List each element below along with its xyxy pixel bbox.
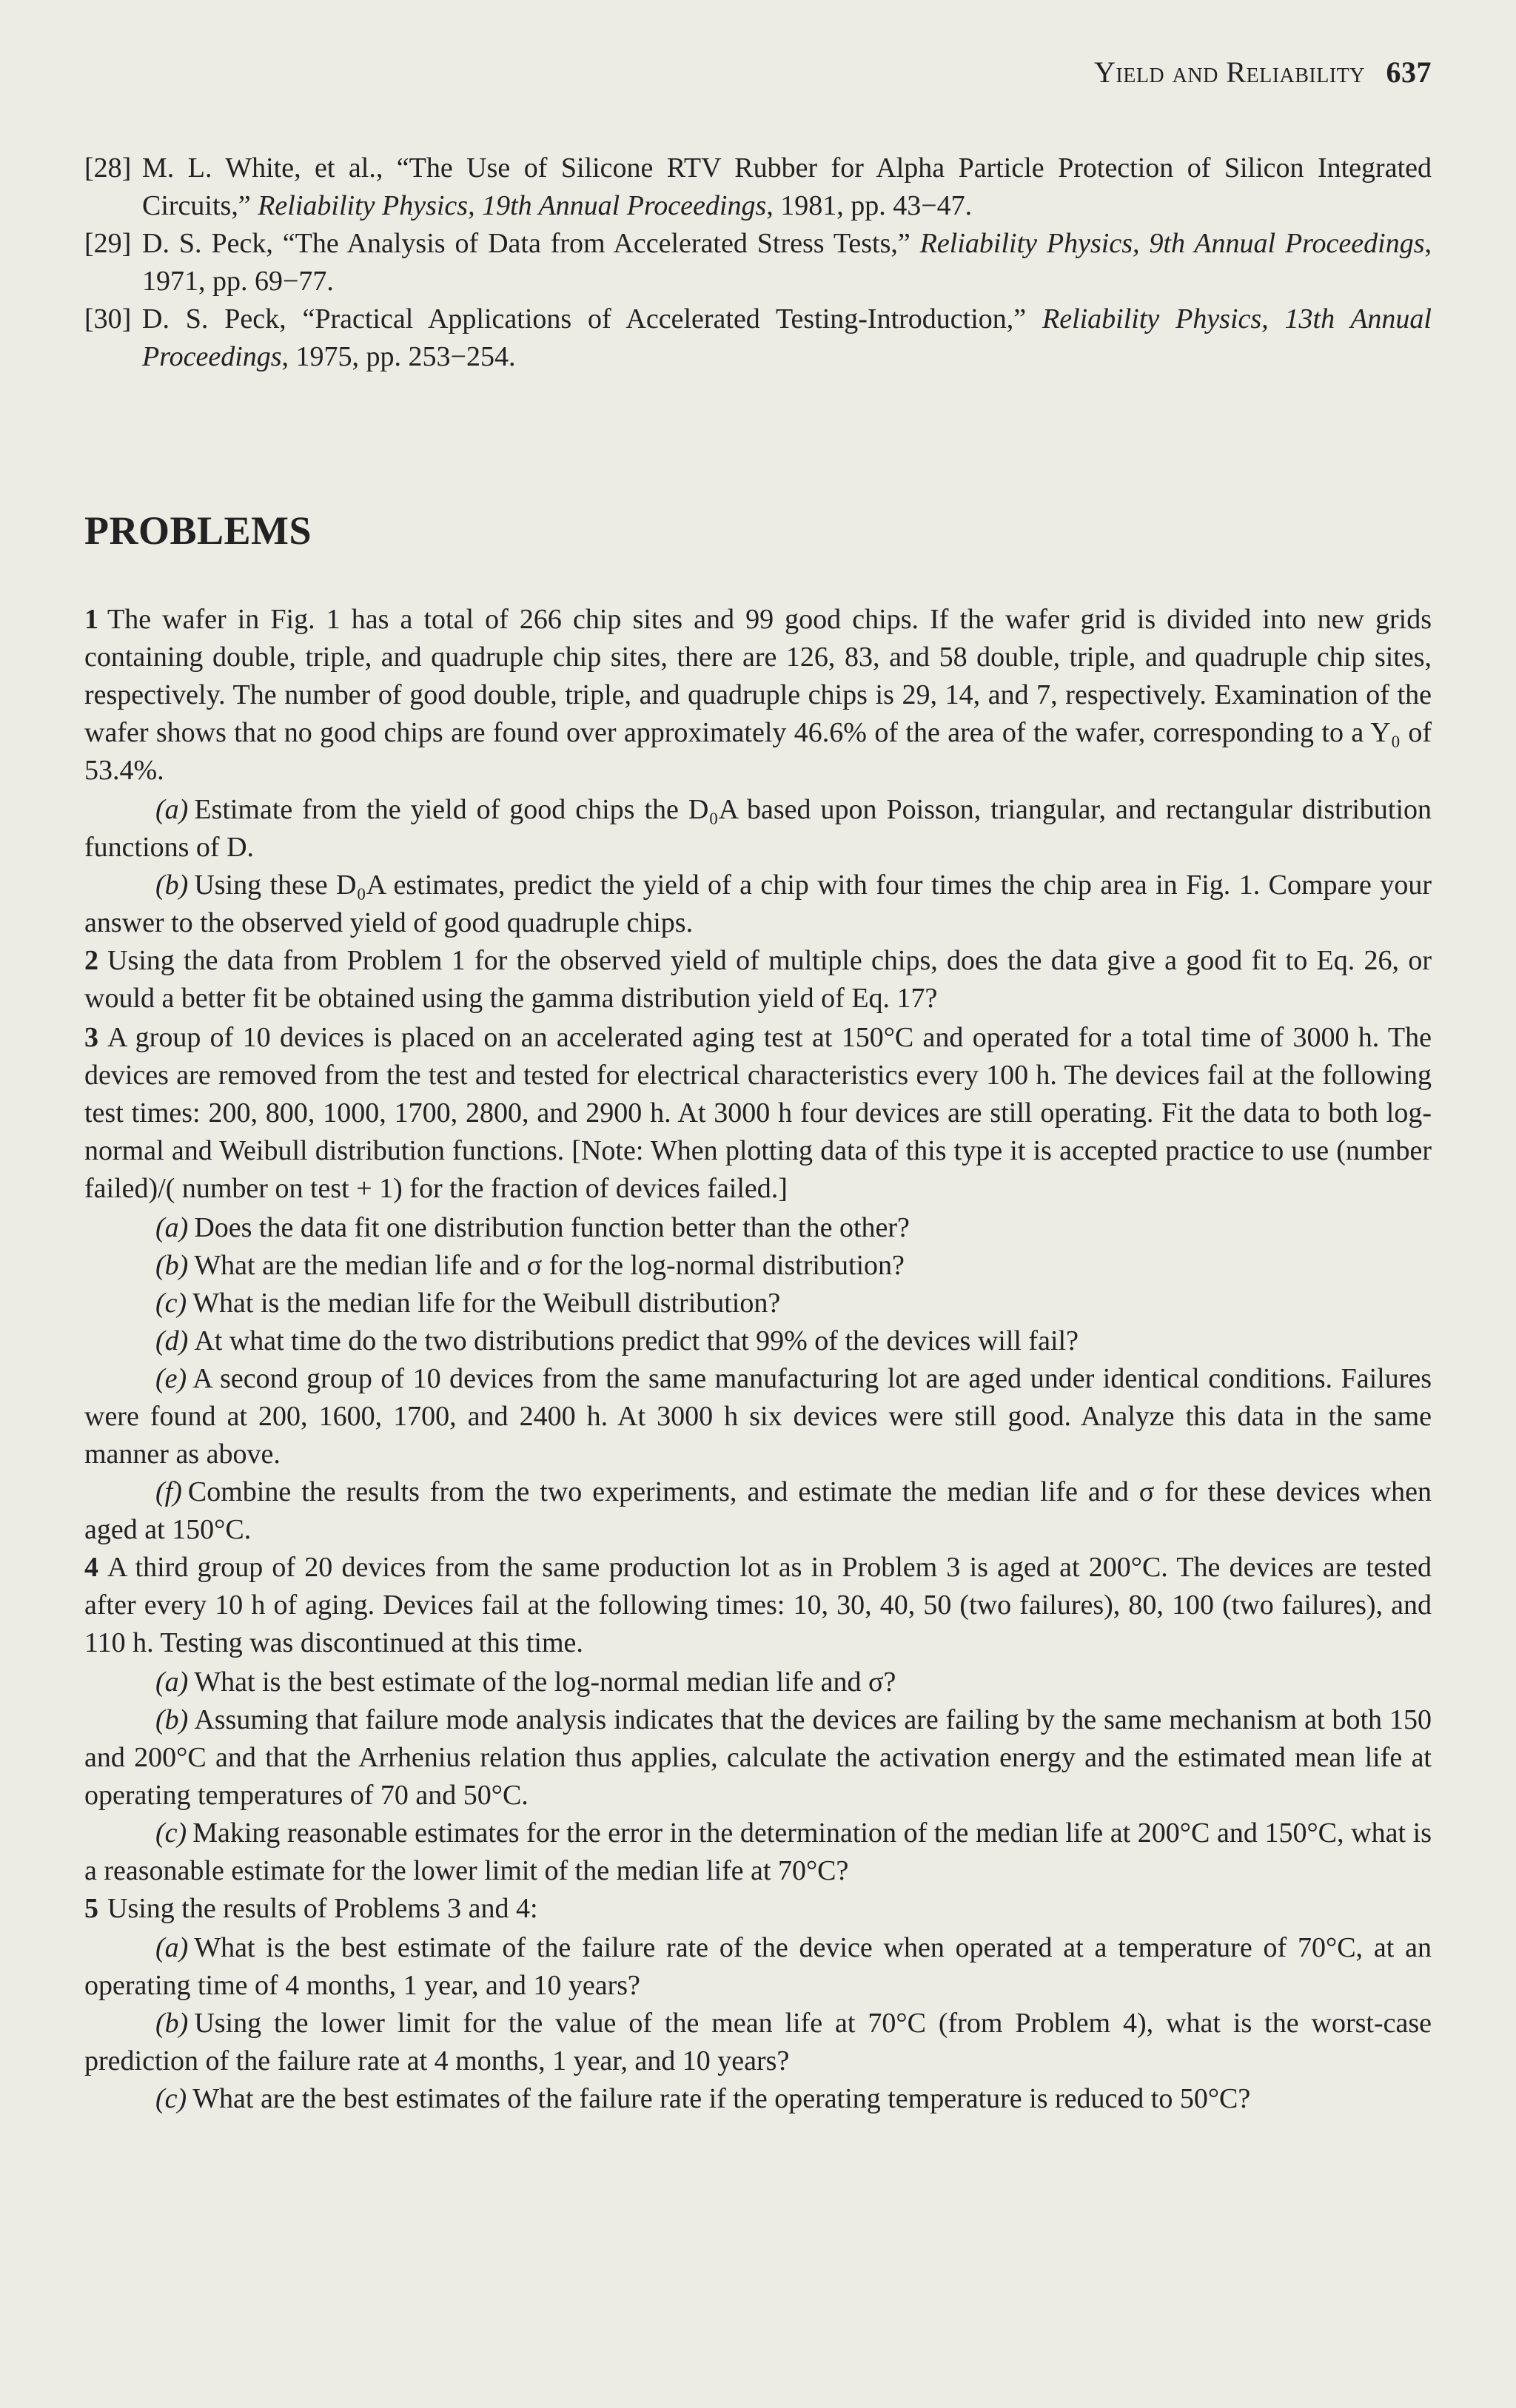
book-page — [84, 0, 1432, 2408]
problem-part — [84, 1322, 1432, 1360]
problem-1 — [84, 601, 1432, 942]
problem-part — [84, 1209, 1432, 1247]
problem-part — [84, 1473, 1432, 1549]
part-text: Combine the results from the two experiments, and estimate the median life and σ for these devices when aged at 150°C. — [84, 1476, 1432, 1545]
part-text: What is the best estimate of the failure rate of the device when operated at a temperature of 70°C, at an operating time of 4 months, 1 year, and 10 years? — [84, 1932, 1432, 2001]
reference-details: , 1975, pp. 253−254. — [281, 341, 516, 372]
part-label: (c) — [155, 1288, 187, 1319]
part-text: What is the median life for the Weibull distribution? — [192, 1288, 781, 1319]
part-text: Making reasonable estimates for the error in the determination of the median life at 200°C and 150°C, what is a reasonable estimate for the lower limit of the median life at 70°C? — [84, 1817, 1432, 1886]
part-text: Assuming that failure mode analysis indicates that the devices are failing by the same mechanism at both 150 and 200°C and that the Arrhenius relation thus applies, calculate the activation energy and the estimated mean life at operating temperatures of 70 and 50°C. — [84, 1704, 1432, 1811]
part-label: (f) — [155, 1476, 182, 1507]
problem-number: 3 — [84, 1022, 98, 1053]
part-label: (a) — [155, 1212, 189, 1243]
part-text: At what time do the two distributions predict that 99% of the devices will fail? — [194, 1325, 1079, 1356]
reference-authors: D. S. Peck, — [142, 228, 283, 259]
problem-part — [84, 867, 1432, 942]
reference-authors: M. L. White, et al., — [142, 152, 397, 184]
problem-text: Using the data from Problem 1 for the observed yield of multiple chips, does the data give a good fit to Eq. 26, or would a better fit be obtained using the gamma distribution yield of Eq. 17? — [84, 945, 1432, 1014]
part-label: (c) — [155, 2083, 187, 2114]
part-label: (b) — [155, 1250, 189, 1281]
problem-part — [84, 791, 1432, 867]
problem-number: 5 — [84, 1893, 98, 1924]
reference-source: Reliability Physics, 9th Annual Proceedings — [919, 228, 1425, 259]
part-label: (b) — [155, 2008, 189, 2039]
problem-number: 2 — [84, 945, 98, 976]
reference-title: “The Analysis of Data from Accelerated Stress Tests,” — [282, 228, 920, 259]
part-text: What are the median life and σ for the log-normal distribution? — [194, 1250, 905, 1281]
problem-text: A third group of 20 devices from the same production lot as in Problem 3 is aged at 200°C. The devices are tested after every 10 h of aging. Devices fail at the following times: 10, 30, 40, 50 (two failures), 80, 100 (two failures), and 110 h. Testing was discontinued at this time. — [84, 1552, 1432, 1658]
part-label: (a) — [155, 1932, 189, 1963]
problem-4 — [84, 1549, 1432, 1890]
part-label: (b) — [155, 870, 189, 901]
part-label: (b) — [155, 1704, 189, 1735]
part-label: (a) — [155, 1667, 189, 1698]
problem-part — [84, 1929, 1432, 2005]
problem-text: A group of 10 devices is placed on an accelerated aging test at 150°C and operated for a total time of 3000 h. The devices are removed from the test and tested for electrical characteristics every 100 h. The devices fail at the following test times: 200, 800, 1000, 1700, 2800, and 2900 h. At 3000 h four devices are still operating. Fit the data to both log-normal and Weibull distribution functions. [Note: When plotting data of this type it is accepted practice to use (number failed)/( number on test + 1) for the fraction of devices failed.] — [84, 1022, 1432, 1204]
reference-label: [30] — [84, 303, 132, 334]
problem-part — [84, 1360, 1432, 1473]
page-number: 637 — [1386, 56, 1432, 89]
part-text: Estimate from the yield of good chips the D₀A based upon Poisson, triangular, and rectangular distribution functions of D. — [84, 794, 1432, 863]
reference-label: [29] — [84, 228, 132, 259]
running-head-title: Yield and Reliability — [1094, 56, 1365, 89]
section-heading: PROBLEMS — [84, 508, 312, 553]
part-label: (e) — [155, 1363, 187, 1394]
problem-number: 4 — [84, 1552, 98, 1583]
problem-part — [84, 2080, 1432, 2118]
problem-part — [84, 2005, 1432, 2080]
part-label: (d) — [155, 1325, 189, 1356]
reference-item — [84, 225, 1432, 300]
problem-part — [84, 1247, 1432, 1285]
problem-part — [84, 1664, 1432, 1701]
part-text: A second group of 10 devices from the same manufacturing lot are aged under identical conditions. Failures were found at 200, 1600, 1700, and 2400 h. At 3000 h six devices were still good. Analyze this data in the same manner as above. — [84, 1363, 1432, 1470]
reference-details: , 1971, pp. 69−77. — [142, 228, 1432, 297]
reference-source: Reliability Physics, 19th Annual Proceedings — [258, 190, 767, 221]
problem-part — [84, 1701, 1432, 1815]
reference-title: “The Use of Silicone RTV Rubber for Alpha Particle Protection of Silicon Integrated Circuits,” — [142, 152, 1432, 221]
part-text: What is the best estimate of the log-normal median life and σ? — [194, 1667, 896, 1698]
problem-part — [84, 1815, 1432, 1890]
part-text: Using these D₀A estimates, predict the yield of a chip with four times the chip area in Fig. 1. Compare your answer to the observed yield of good quadruple chips. — [84, 870, 1432, 938]
reference-label: [28] — [84, 152, 132, 184]
reference-title: “Practical Applications of Accelerated Testing-Introduction,” — [302, 303, 1042, 334]
problem-part — [84, 1285, 1432, 1322]
problem-text: Using the results of Problems 3 and 4: — [107, 1893, 538, 1924]
reference-details: , 1981, pp. 43−47. — [766, 190, 973, 221]
problem-2 — [84, 942, 1432, 1018]
problem-list — [84, 601, 1432, 2118]
running-head — [1094, 55, 1432, 90]
reference-list — [84, 149, 1432, 376]
problem-text: The wafer in Fig. 1 has a total of 266 chip sites and 99 good chips. If the wafer grid is divided into new grids containing double, triple, and quadruple chip sites, there are 126, 83, and 58 double, triple, and quadruple chip sites, respectively. The number of good double, triple, and quadruple chips is 29, 14, and 7, respectively. Examination of the wafer shows that no good chips are found over approximately 46.6% of the area of the wafer, corresponding to a Y₀ of 53.4%. — [84, 604, 1432, 786]
reference-authors: D. S. Peck, — [142, 303, 303, 334]
part-label: (a) — [155, 794, 189, 825]
reference-item — [84, 149, 1432, 225]
part-label: (c) — [155, 1817, 187, 1849]
problem-5 — [84, 1890, 1432, 2118]
reference-item — [84, 300, 1432, 376]
part-text: What are the best estimates of the failure rate if the operating temperature is reduced to 50°C? — [192, 2083, 1251, 2114]
problem-number: 1 — [84, 604, 98, 635]
reference-source: Reliability Physics, 13th Annual Proceedings — [142, 303, 1432, 372]
part-text: Using the lower limit for the value of the mean life at 70°C (from Problem 4), what is the worst-case prediction of the failure rate at 4 months, 1 year, and 10 years? — [84, 2008, 1432, 2076]
problem-3 — [84, 1019, 1432, 1549]
part-text: Does the data fit one distribution function better than the other? — [194, 1212, 910, 1243]
